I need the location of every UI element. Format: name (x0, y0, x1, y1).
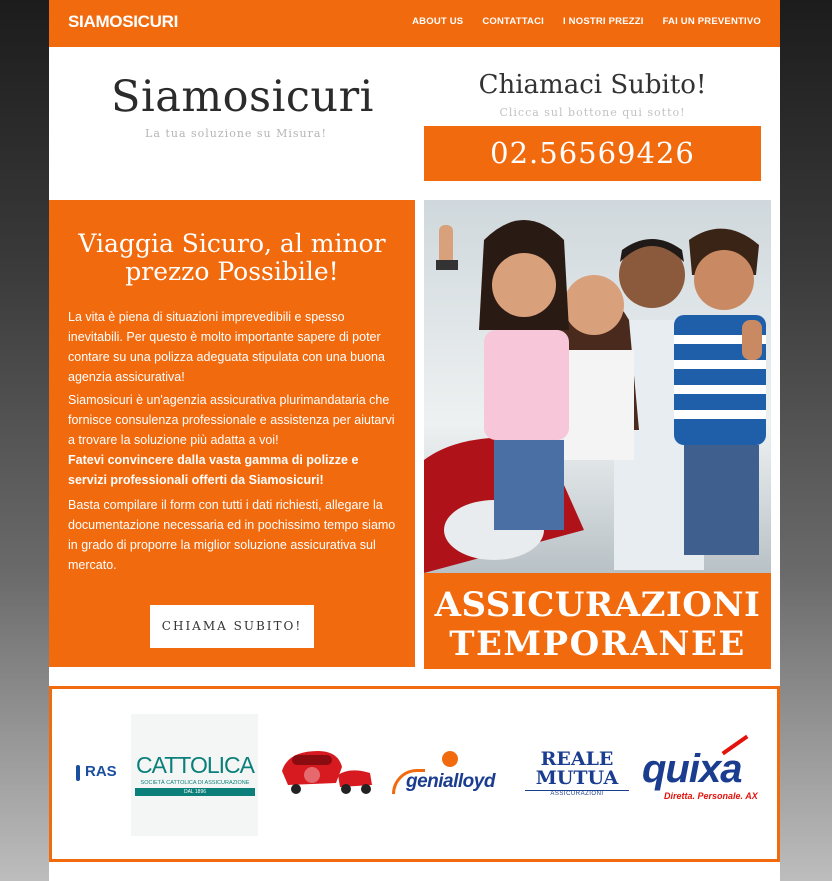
promo-paragraph-3: Fatevi convincere dalla vasta gamma di polizze e servizi professionali offerti da Siamosicuri! (68, 453, 359, 487)
main-menu (412, 16, 761, 27)
site-tagline: La tua soluzione su Misura! (145, 127, 327, 140)
genialloyd-text: genialloyd (406, 771, 495, 792)
mutua-text: MUTUA (535, 767, 619, 789)
top-navbar (49, 0, 780, 47)
ras-text: RAS (85, 763, 117, 780)
red-telephone-icon (278, 745, 374, 797)
call-subtitle: Clicca sul bottone qui sotto! (499, 106, 686, 119)
promo-text (68, 307, 398, 578)
nav-preventivo[interactable]: FAI UN PREVENTIVO (662, 16, 761, 27)
nav-contattaci[interactable]: CONTATTACI (482, 16, 544, 27)
brand-logo[interactable]: SIAMOSICURI (68, 12, 179, 31)
ras-logo[interactable] (76, 762, 126, 786)
quixa-logo[interactable] (642, 741, 762, 811)
cattolica-logo[interactable] (131, 714, 258, 836)
phone-button[interactable]: 02.56569426 (424, 126, 761, 181)
cattolica-text: CATTOLICA (136, 752, 254, 778)
phone-car-logo[interactable] (278, 745, 374, 797)
site-title: Siamosicuri (111, 72, 374, 122)
reale-text: REALE (540, 748, 614, 770)
ras-mark-icon (76, 765, 80, 781)
nav-prezzi[interactable]: I NOSTRI PREZZI (562, 16, 644, 27)
banner-line-2: TEMPORANEE (449, 624, 746, 664)
banner-line-1: ASSICURAZIONI (434, 585, 761, 625)
cattolica-year: DAL 1896 (135, 788, 255, 796)
reale-subtext: ASSICURAZIONI (525, 790, 629, 797)
family-promo-image (424, 200, 771, 669)
quixa-text: quixa (642, 747, 742, 791)
page (49, 0, 780, 881)
genialloyd-logo[interactable] (392, 751, 512, 801)
promo-paragraph-2: Siamosicuri è un'agenzia assicurativa plurimandataria che fornisce consulenza professionale e assistenza per aiutarvi a trovare la soluzione più adatta a voi! (68, 393, 395, 447)
partners-strip (49, 686, 780, 862)
temp-insurance-banner (424, 573, 771, 669)
promo-heading: Viaggia Sicuro, al minor prezzo Possibile! (78, 229, 386, 286)
cattolica-subtext: SOCIETÀ CATTOLICA DI ASSICURAZIONE (140, 780, 250, 786)
promo-paragraph-4: Basta compilare il form con tutti i dati richiesti, allegare la documentazione necessaria ed in pochissimo tempo siamo in grado di proporre la miglior soluzione assicurativa sul mercato. (68, 498, 396, 572)
chiama-subito-button[interactable]: CHIAMA SUBITO! (150, 605, 314, 648)
reale-mutua-logo[interactable] (525, 750, 629, 800)
family-photo-illustration (424, 200, 771, 573)
nav-about-us[interactable]: ABOUT US (412, 16, 464, 27)
quixa-tagline: Diretta. Personale. AX (664, 791, 758, 801)
call-heading: Chiamaci Subito! (478, 70, 707, 100)
promo-panel (49, 200, 415, 667)
promo-paragraph-1: La vita è piena di situazioni imprevedibili e spesso inevitabili. Per questo è molto importante sapere di poter contare su una polizza adeguata stipulata con una buona agenzia assicurativa! (68, 310, 385, 384)
genialloyd-star-icon (442, 751, 458, 767)
